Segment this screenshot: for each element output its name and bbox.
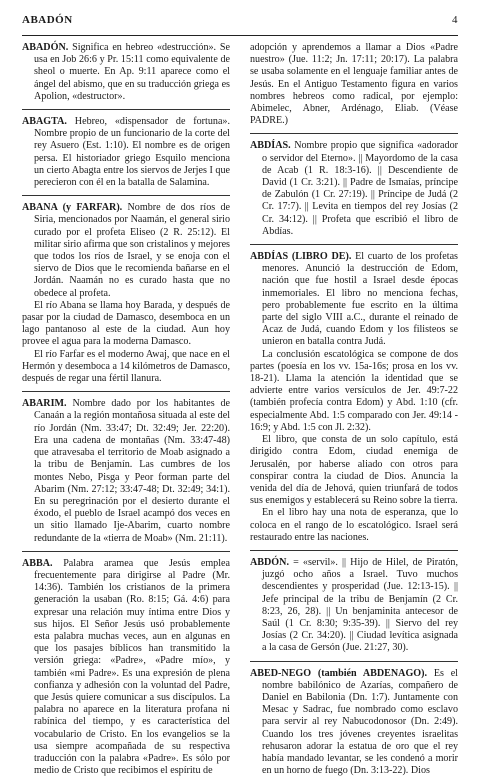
entry-text: Hebreo, «dispensador de fortuna». Nombre propio de un funcionario de la corte del rey Asuero (Est. 1:10). El nombre es de origen persa. El historiador griego Esquilo menciona un cierto Abagta entre los siervos de Jerjes I que perecieron con él en la batalla de Salamina. [34,116,230,189]
dictionary-entry [22,558,230,777]
left-column [22,42,230,777]
entry-separator [250,133,458,134]
dictionary-entry [250,251,458,544]
entry-paragraph [250,251,458,349]
entry-separator [22,551,230,552]
entry-text: Es el nombre babilónico de Azarías, compañero de Daniel en Babilonia (Dn. 1:7). Juntamente con Mesac y Sadrac, fue nombrado como esclavo para servir al rey Nabucodonosor (Dn. 2:49). Cuando los tres jóvenes creyentes israelitas rehusaron adorar la estatua de oro que el rey había mandado levantar, se les condenó a morir en un horno de fuego (Dn. 3:13-22). Dios [262,667,458,777]
entry-separator [250,661,458,662]
entry-paragraph [22,116,230,189]
entry-paragraph [22,42,230,103]
entry-headword: ABADÓN. [22,42,69,53]
page-number: 4 [452,14,458,26]
entry-headword: ABAGTA. [22,116,67,128]
entry-paragraph [250,557,458,655]
dictionary-entry [250,140,458,238]
dictionary-entry [22,116,230,189]
entry-headword: ABDÍAS (LIBRO DE). [250,251,352,263]
entry-separator [250,244,458,245]
right-column [250,42,458,777]
entry-paragraph [22,398,230,544]
entry-headword: ABARIM. [22,398,67,410]
entry-text: Nombre propio que significa «adorador o servidor del Eterno». || Mayordomo de la casa de Acab (1 R. 18:3-16). || Descendiente de David (1 Cr. 3:21). || Padre de Ismaías, príncipe de Zabulón (1 Cr. 27:19). || Príncipe de Judá (2 Cr. 17:7). || Levita en tiempos del rey Josías (2 Cr. 34:12). || Profeta que escribió el libro de Abdías. [262,140,458,237]
entry-separator [22,391,230,392]
entry-text: En el libro hay una nota de esperanza, que lo coloca en el rango de lo escatológico. Israel será restaurado entre las naciones. [250,507,458,543]
entry-headword: ABBA. [22,557,53,569]
entry-headword: ABED-NEGO (también ABDENAGO). [250,667,428,679]
entry-paragraph [22,558,230,777]
entry-paragraph [250,349,458,434]
entry-separator [22,109,230,110]
entry-text: = «servil». || Hijo de Hilel, de Piratón, juzgó ocho años a Israel. Tuvo muchos descendientes y prosperidad (Jue. 12:13-15). || Jefe principal de la tribu de Benjamín (2 Cr. 8:23, 26, 28). || Un benjaminita antecesor de Saúl (1 Cr. 8:30; 9:35-39). || Siervo del rey Josías (2 Cr. 34:20). || Ciudad levítica asignada a la casa de Gersón (Jue. 21:27, 30). [262,556,458,654]
entry-text: El río Abana se llama hoy Barada, y después de pasar por la ciudad de Damasco, desemboca en un lago pantanoso al este de la ciudad. Aun hoy provee el agua para la moderna Damasco. [22,299,230,348]
entry-paragraph [22,300,230,349]
entry-text: Nombre de dos ríos de Siria, mencionados por Naamán, el general sirio curado por el profeta Eliseo (2 R. 25:12). El militar sirio afirma que son cristalinos y mejores que todos los ríos de Israel, y se enoja con el siervo de Dios que le recomienda bañarse en el Jordán. Naamán no es curado hasta que no obedece al profeta. [34,202,230,299]
entry-paragraph [250,668,458,777]
entry-headword: ABDÍAS. [250,140,291,152]
entry-text: La conclusión escatológica se compone de dos partes (poesía en los vv. 15a-16s; prosa en los vv. 18-21). Llama la atención la identidad que se advierte entre varios versículos de Jer. 49:7-22 (también profecía contra Edom) y Abd. 1:10 (cfr. especialmente Abd. 1:5 comparado con Jer. 49:14 - 16:9; y Abd. 1:5 con Jl. 2:32). [250,348,458,433]
dictionary-entry [22,202,230,385]
entry-paragraph [250,140,458,238]
entry-separator [22,195,230,196]
entry-text: El cuarto de los profetas menores. Anunció la destrucción de Edom, nación que fue hostil a Israel desde épocas inmemoriales. El libro no menciona fechas, pero probablemente fue escrito en la última parte del siglo VIII a.C., durante el reinado de Acaz de Judá, cuando Edom y los filisteos se unieron en batalla contra Judá. [262,251,458,348]
entry-text: Nombre dado por los habitantes de Canaán a la región montañosa situada al este del río Jordán (Nm. 33:47; Dt. 32:49; Jer. 22:20). Era una cadena de montañas (Nm. 33:47-48) que atravesaba el territorio de Moab asignado a la tribu de Benjamín. Las cumbres de los montes Nebo, Pisga y Peor forman parte del Abarim (Nm. 27:12; 33:47-48; Dt. 32:49; 34:1). En su peregrinación por el desierto durante el éxodo, el pueblo de Israel acampó dos veces en un sitio llamado Ije-Abarim, cuarto nombre redundante de la «tierra de Moab» (Nm. 21:11). [34,398,230,544]
entry-text: El libro, que consta de un solo capítulo, está dirigido contra Edom, ciudad enemiga de Jerusalén, por haberse aliado con otros para conspirar contra la ciudad de Dios. Anuncia la venida del día de Jehová, quien triunfará de todos sus enemigos y establecerá su Reino sobre la tierra. [250,434,458,507]
entry-paragraph [22,202,230,300]
dictionary-entry [22,398,230,544]
page-title: ABADÓN [22,14,73,26]
running-head [22,14,458,30]
dictionary-entry [250,557,458,655]
entry-paragraph [250,507,458,544]
entry-separator [250,550,458,551]
dictionary-entry [22,42,230,103]
entry-text: adopción y aprendemos a llamar a Dios «Padre nuestro» (Jue. 11:2; Jn. 17:11; 20:17). La palabra se usaba solamente en el lenguaje familiar antes de Jesús. En el Antiguo Testamento figura en varios nombres hebreos como radical, por ejemplo: Abimelec, Abner, Ardénago, Eliab. (Véase PADRE.) [250,42,458,127]
entry-text: Palabra aramea que Jesús emplea frecuentemente para dirigirse al Padre (Mr. 14:36). También los cristianos de la primera generación la usaban (Ro. 8:15; Gá. 4:6) para expresar una relación muy íntima entre Dios y sus hijos. El Señor Jesús usó probablemente esta palabra muchas veces, aun en algunas en que los pasajes bíblicos han transmitido la versión griega: «Padre», «Padre mío», y también «mi Padre». Es una expresión de plena confianza y adhesión con la voluntad del Padre, que Jesús quiere comunicar a sus discípulos. La palabra no aparece en la literatura profana ni rabínica del tiempo, y es característica del vocabulario de Cristo. En los evangelios se la usa siempre acompañada de su respectiva traducción con la palabra «Padre». Es sólo por medio de Cristo que recibimos el espíritu de [34,557,230,777]
entry-paragraph [250,434,458,507]
entry-paragraph [250,42,458,127]
entry-text: El río Farfar es el moderno Awaj, que nace en el Hermón y desemboca a 14 kilómetros de Damasco, después de regar una fértil llanura. [22,348,230,385]
dictionary-entry [250,668,458,777]
entry-text: Significa en hebreo «destrucción». Se usa en Job 26:6 y Pr. 15:11 como equivalente de sheol o muerte. En Ap. 9:11 aparece como el ángel del abismo, que en su traducción griega es Apolion, «destructor». [34,42,230,102]
entry-paragraph [22,349,230,386]
header-rule [22,35,458,36]
entry-headword: ABANA (y FARFAR). [22,202,123,214]
entry-headword: ABDÓN. [250,556,289,568]
dictionary-entry [250,42,458,127]
